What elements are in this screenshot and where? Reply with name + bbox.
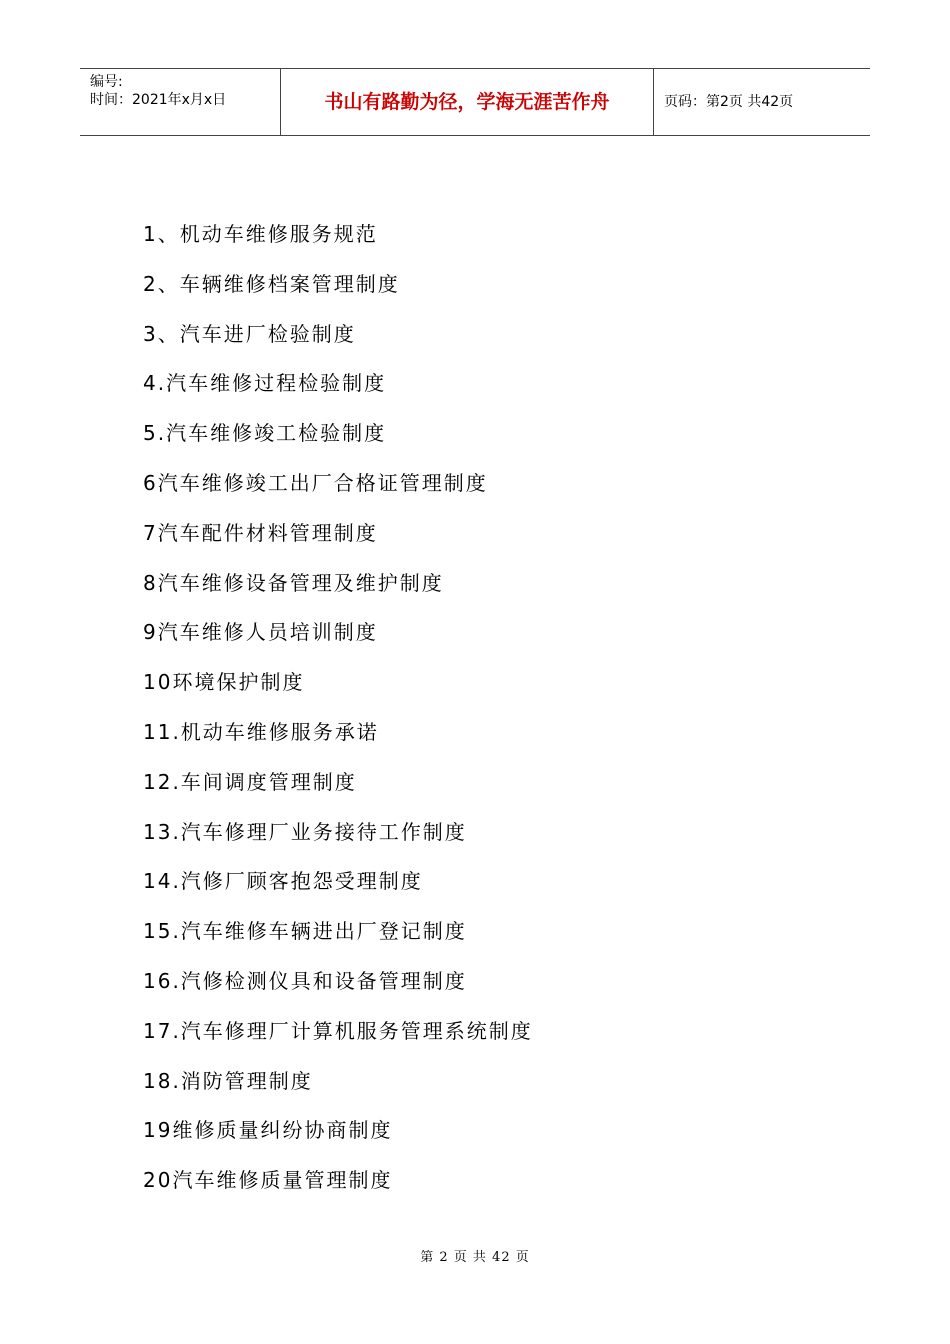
toc-item: 9汽车维修人员培训制度 xyxy=(143,620,378,645)
toc-item: 8汽车维修设备管理及维护制度 xyxy=(143,570,444,595)
toc-item: 19维修质量纠纷协商制度 xyxy=(143,1118,393,1143)
table-of-contents xyxy=(143,210,533,1206)
page-footer: 第 2 页 共 42 页 xyxy=(420,1250,530,1265)
toc-item: 16.汽修检测仪具和设备管理制度 xyxy=(143,968,467,993)
header-motto: 书山有路勤为径，学海无涯苦作舟 xyxy=(281,69,654,135)
toc-item: 13.汽车修理厂业务接待工作制度 xyxy=(143,819,467,844)
toc-item: 15.汽车维修车辆进出厂登记制度 xyxy=(143,919,467,944)
toc-item: 18.消防管理制度 xyxy=(143,1068,313,1093)
header-meta xyxy=(80,69,281,135)
toc-item: 12.车间调度管理制度 xyxy=(143,769,357,794)
toc-item: 6汽车维修竣工出厂合格证管理制度 xyxy=(143,470,488,495)
toc-item: 1、机动车维修服务规范 xyxy=(143,222,378,246)
toc-item: 11.机动车维修服务承诺 xyxy=(143,719,379,744)
document-number-label: 编号: xyxy=(90,74,123,90)
toc-item: 3、汽车进厂检验制度 xyxy=(143,321,356,346)
toc-item: 4.汽车维修过程检验制度 xyxy=(143,371,387,396)
document-time-label: 时间：2021年x月x日 xyxy=(90,92,227,108)
toc-item: 10环境保护制度 xyxy=(143,670,305,695)
toc-item: 7汽车配件材料管理制度 xyxy=(143,520,378,545)
toc-item: 5.汽车维修竣工检验制度 xyxy=(143,421,387,446)
toc-item: 2、车辆维修档案管理制度 xyxy=(143,271,400,296)
toc-item: 14.汽修厂顾客抱怨受理制度 xyxy=(143,869,423,894)
header-page-number: 页码：第2页 共42页 xyxy=(664,94,794,110)
toc-item: 20汽车维修质量管理制度 xyxy=(143,1168,393,1193)
toc-item: 17.汽车修理厂计算机服务管理系统制度 xyxy=(143,1018,533,1043)
page-header xyxy=(80,68,870,136)
